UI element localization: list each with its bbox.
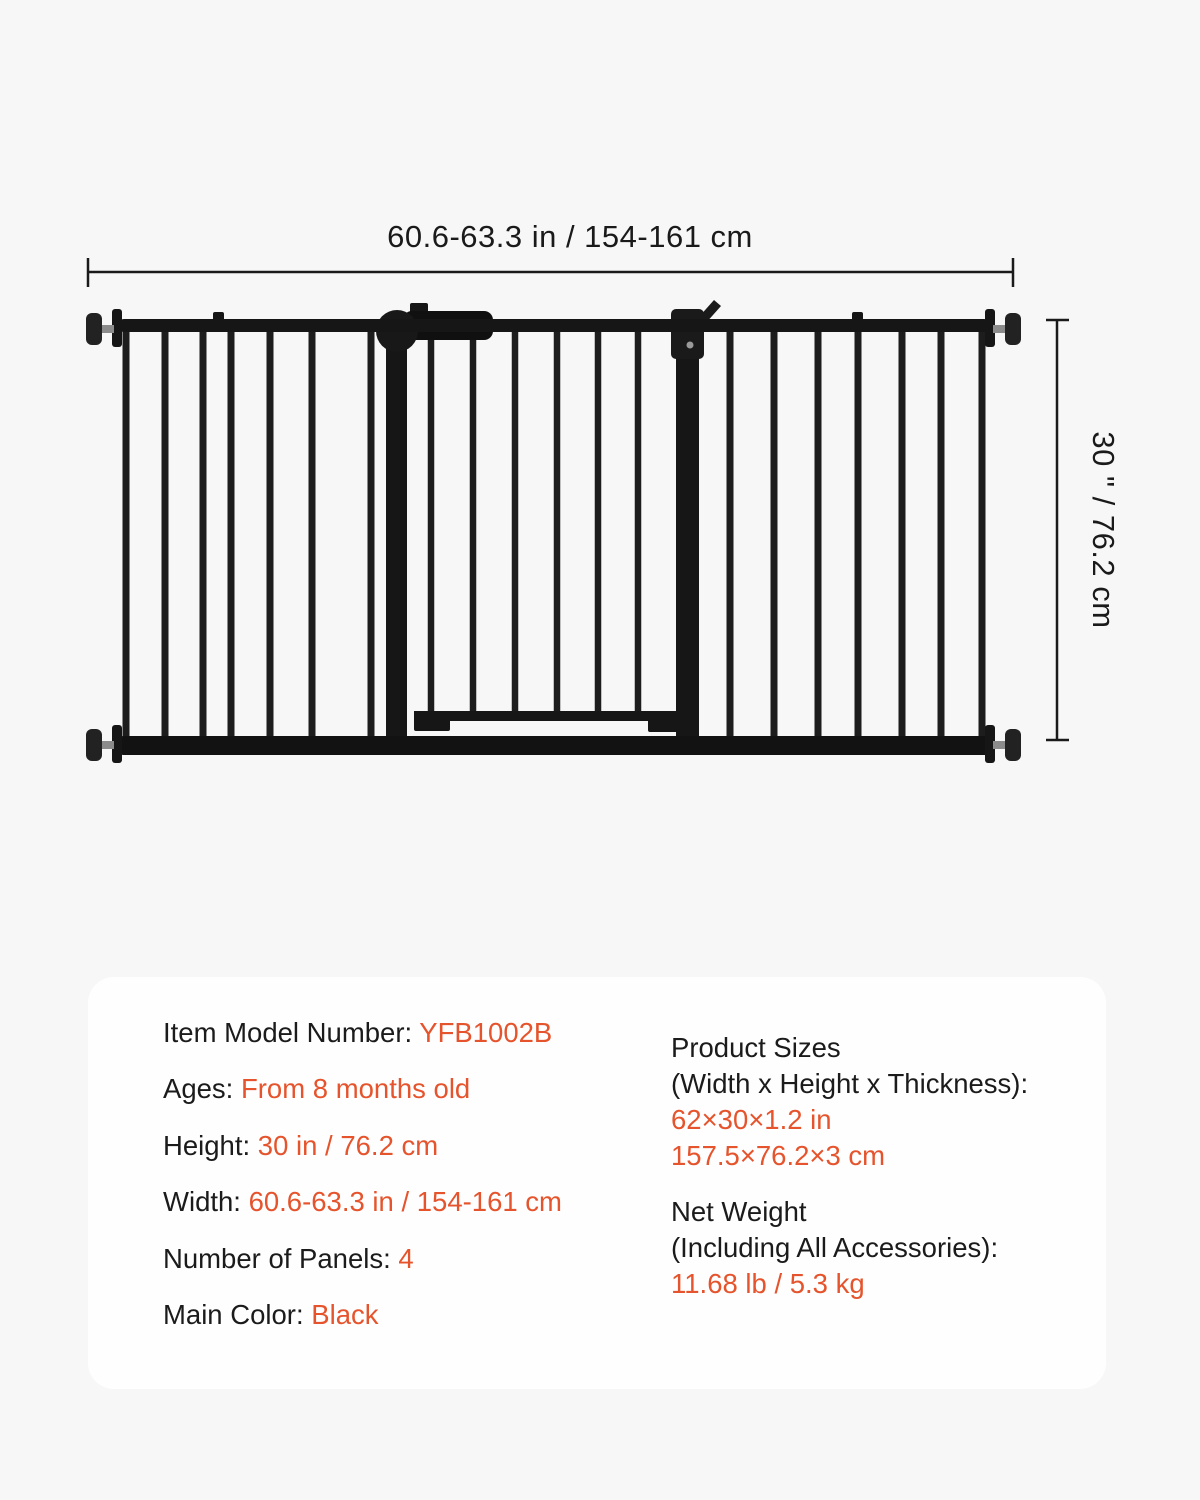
pressure-knob-bottom-right — [985, 725, 1021, 763]
gate-door-foot-right — [648, 719, 678, 732]
spec-row-ages — [163, 1075, 562, 1102]
gate-bottom-rail — [118, 736, 990, 755]
spec-label: Width: — [163, 1186, 249, 1217]
pressure-knob-bottom-left — [86, 725, 122, 763]
height-dimension-label: 30 " / 76.2 cm — [1086, 431, 1121, 629]
spec-column-right — [671, 1030, 1028, 1302]
gate-door-bottom-bar — [414, 711, 680, 721]
gate-rail-joint-right — [852, 312, 863, 321]
spec-row-width — [163, 1188, 562, 1215]
spec-value: Black — [311, 1299, 379, 1330]
width-dimension — [88, 219, 1013, 287]
spec-value: From 8 months old — [240, 1073, 471, 1104]
gate-hinge-bracket — [671, 309, 704, 359]
gate-hinge-post — [676, 318, 699, 755]
spec-value: 11.68 lb / 5.3 kg — [671, 1268, 865, 1299]
spec-block-net-weight — [671, 1194, 1028, 1302]
spec-row-model — [163, 1016, 562, 1048]
gate-hinge-assembly — [671, 300, 721, 755]
spec-label: Net Weight — [671, 1196, 807, 1227]
spec-value: 60.6-63.3 in / 154-161 cm — [248, 1186, 562, 1217]
spec-label: Number of Panels: — [163, 1242, 399, 1274]
spec-label: Height: — [163, 1129, 258, 1161]
spec-value: 62×30×1.2 in — [671, 1104, 832, 1135]
spec-label: Item Model Number: — [163, 1016, 420, 1048]
spec-value: 157.5×76.2×3 cm — [671, 1140, 886, 1171]
spec-label: (Including All Accessories): — [671, 1232, 999, 1263]
spec-row-color — [163, 1301, 562, 1328]
spec-label: Main Color: — [163, 1299, 312, 1330]
spec-value: 30 in / 76.2 cm — [257, 1129, 439, 1161]
spec-value: YFB1002B — [419, 1016, 553, 1048]
spec-label: Ages: — [163, 1073, 241, 1104]
spec-panel — [88, 977, 1106, 1389]
gate-illustration — [86, 300, 1021, 763]
pressure-knob-top-right — [985, 309, 1021, 347]
gate-door-bars — [428, 326, 642, 716]
pressure-knob-top-left — [86, 309, 122, 347]
spec-block-product-sizes — [671, 1030, 1028, 1174]
gate-left-panel-bars — [123, 326, 375, 742]
spec-label: (Width x Height x Thickness): — [671, 1068, 1029, 1099]
spec-row-panels — [163, 1242, 562, 1274]
gate-rail-joint-left — [213, 312, 224, 321]
gate-latch-post — [386, 336, 407, 755]
gate-door-foot-left — [414, 719, 450, 731]
height-dimension — [1046, 320, 1121, 740]
spec-row-height — [163, 1129, 562, 1161]
spec-column-left — [163, 1016, 562, 1358]
spec-value: 4 — [398, 1242, 414, 1274]
width-dimension-label: 60.6-63.3 in / 154-161 cm — [387, 219, 753, 254]
gate-door — [414, 326, 680, 732]
gate-right-panel-bars — [727, 326, 986, 742]
spec-label: Product Sizes — [671, 1032, 841, 1063]
gate-hinge-screw — [687, 342, 694, 349]
